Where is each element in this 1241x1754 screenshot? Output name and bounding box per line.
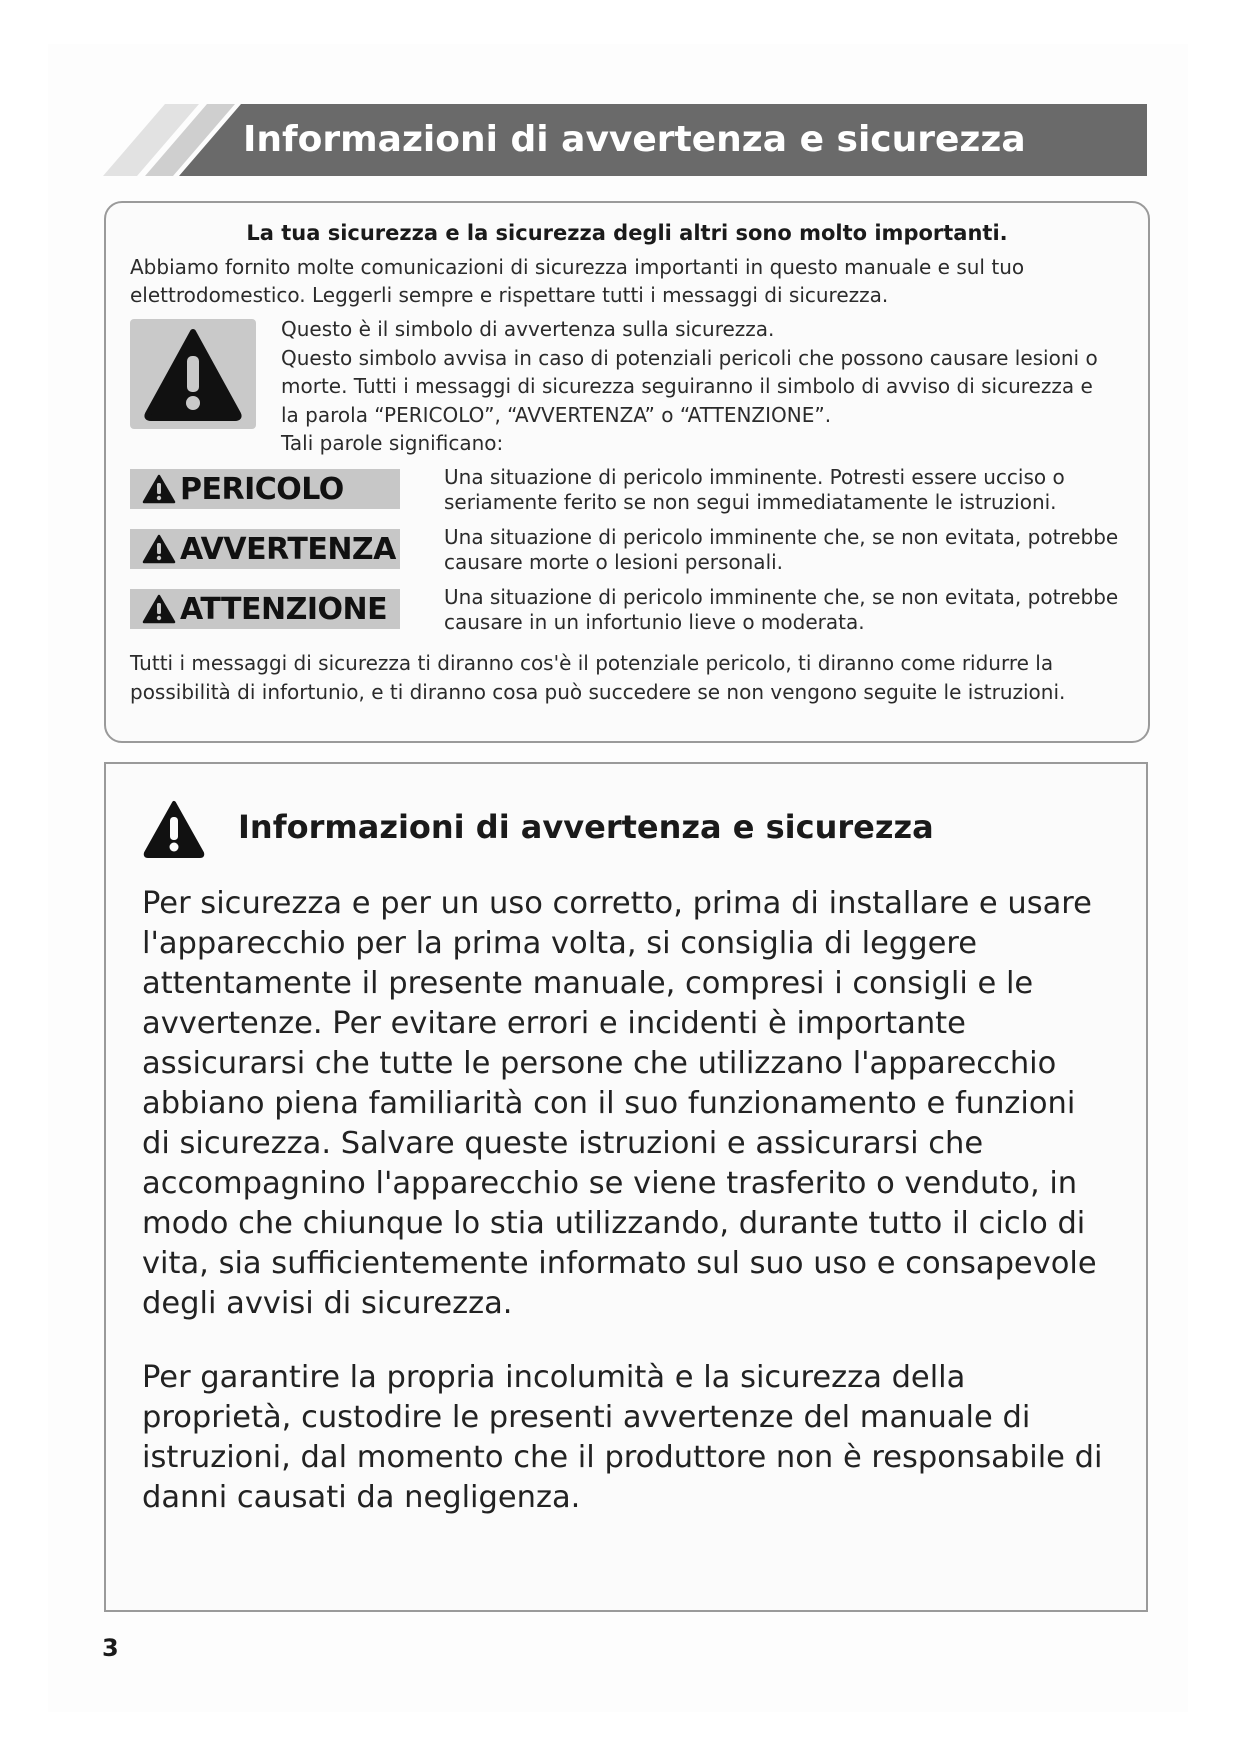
signal-badge-pericolo xyxy=(130,469,400,509)
main-paragraph-2: Per garantire la propria incolumità e la sicurezza della proprietà, custodire le presenti avvertenze del manuale di istruzioni, dal momento che il produttore non è responsabile di danni causati da negligenza. xyxy=(142,1360,1103,1515)
signal-word: ATTENZIONE xyxy=(180,591,388,627)
main-info-box xyxy=(104,762,1148,1612)
signal-word: PERICOLO xyxy=(180,471,344,507)
warning-triangle-icon xyxy=(143,326,243,422)
signal-description: Una situazione di pericolo imminente. Potresti essere ucciso o seriamente ferito se non segui immediatamente le istruzioni. xyxy=(444,465,1065,514)
warning-triangle-icon xyxy=(142,594,176,624)
safety-headline: La tua sicurezza e la sicurezza degli altri sono molto importanti. xyxy=(246,221,1008,245)
main-title: Informazioni di avvertenza e sicurezza xyxy=(238,808,934,846)
symbol-explanation xyxy=(281,315,1111,458)
page-number: 3 xyxy=(102,1634,119,1662)
main-warning-symbol xyxy=(142,799,206,863)
section-banner xyxy=(103,104,1147,176)
main-paragraph-1: Per sicurezza e per un uso corretto, prima di installare e usare l'apparecchio per la prima volta, si consiglia di leggere attentamente il presente manuale, compresi i consigli e le avvertenze. Per evitare errori e incidenti è importante assicurarsi che tutte le persone che utilizzano l'apparecchio abbiano piena familiarità con il suo funzionamento e funzioni di sicurezza. Salvare queste istruzioni e assicurarsi che accompagnino l'apparecchio se viene trasferito o venduto, in modo che chiunque lo stia utilizzando, durante tutto il ciclo di vita, sia sufficientemente informato sul suo uso e consapevole degli avvisi di sicurezza. xyxy=(142,886,1097,1321)
warning-triangle-icon xyxy=(142,474,176,504)
safety-info-box xyxy=(104,201,1150,743)
symbol-line-3: Tali parole significano: xyxy=(281,431,504,455)
signal-description: Una situazione di pericolo imminente che, se non evitata, potrebbe causare morte o lesioni personali. xyxy=(444,525,1119,574)
signal-word: AVVERTENZA xyxy=(180,531,396,567)
warning-triangle-icon xyxy=(142,799,206,859)
symbol-line-1: Questo è il simbolo di avvertenza sulla sicurezza. xyxy=(281,317,775,341)
page-title: Informazioni di avvertenza e sicurezza xyxy=(243,119,1026,160)
warning-triangle-icon xyxy=(142,534,176,564)
safety-intro: Abbiamo fornito molte comunicazioni di sicurezza importanti in questo manuale e sul tuo elettrodomestico. Leggerli sempre e rispettare tutti i messaggi di sicurezza. xyxy=(130,255,1025,307)
signal-badge-attenzione xyxy=(130,589,400,629)
symbol-line-2: Questo simbolo avvisa in caso di potenziali pericoli che possono causare lesioni o morte. Tutti i messaggi di sicurezza seguiranno il simbolo di avviso di sicurezza e la parola “PERICOLO”, “AVVERTENZA” o “ATTENZIONE”. xyxy=(281,345,1098,427)
signal-description: Una situazione di pericolo imminente che, se non evitata, potrebbe causare in un infortunio lieve o moderata. xyxy=(444,585,1119,634)
signal-badge-avvertenza xyxy=(130,529,400,569)
safety-alert-symbol xyxy=(130,319,256,429)
safety-footer: Tutti i messaggi di sicurezza ti diranno cos'è il potenziale pericolo, ti diranno come ridurre la possibilità di infortunio, e ti diranno cosa può succedere se non vengono seguite le istruzioni. xyxy=(130,651,1066,704)
